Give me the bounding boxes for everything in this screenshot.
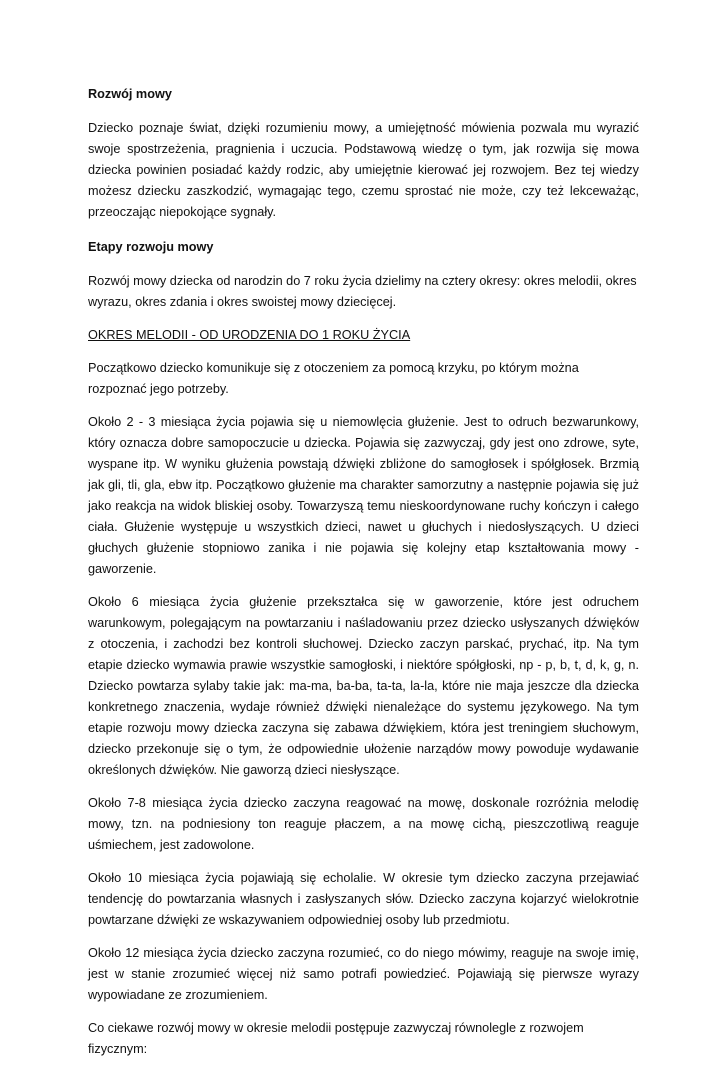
paragraph-crying: Początkowo dziecko komunikuje się z otoczeniem za pomocą krzyku, po którym można rozpoznać jego potrzeby. <box>88 361 579 396</box>
document-title: Rozwój mowy <box>88 87 172 101</box>
intro-paragraph: Dziecko poznaje świat, dzięki rozumieniu mowy, a umiejętność mówienia pozwala mu wyrazić swoje spostrzeżenia, pragnienia i uczucia. Podstawową wiedzę o tym, jak rozwija się mowa dziecka powinien posiadać każdy rodzic, aby umiejętnie kierować jej rozwojem. Bez tej wiedzy możesz dziecku zaszkodzić, wymagając tego, czemu sprostać nie może, czy też lekceważąc, przeoczając niepokojące sygnały. <box>88 121 639 219</box>
period-heading: OKRES MELODII - OD URODZENIA DO 1 ROKU ŻYCIA <box>88 328 411 342</box>
document-page <box>88 84 639 1072</box>
paragraph-cooing: Około 2 - 3 miesiąca życia pojawia się u niemowlęcia głużenie. Jest to odruch bezwarunkowy, który oznacza dobre samopoczucie u dziecka. Pojawia się zazwyczaj, gdy jest ono zdrowe, syte, wyspane itp. W wyniku głużenia powstają dźwięki zbliżone do samogłosek i spółgłosek. Brzmią jak gli, tli, gla, ebw itp. Początkowo głużenie ma charakter samorzutny a następnie pojawia się już jako reakcja na widok bliskiej osoby. Towarzyszą temu nieskoordynowane ruchy kończyn i całego ciała. Głużenie występuje u wszystkich dzieci, nawet u głuchych i niedosłyszących. U dzieci głuchych głużenie stopniowo zanika i nie pojawia się kolejny etap kształtowania mowy - gaworzenie. <box>88 415 639 576</box>
paragraph-babbling: Około 6 miesiąca życia głużenie przekształca się w gaworzenie, które jest odruchem warunkowym, polegającym na powtarzaniu i naśladowaniu przez dziecko usłyszanych dźwięków z otoczenia, i zachodzi bez kontroli słuchowej. Dziecko zaczyn parskać, prychać, itp. Na tym etapie dziecko wymawia prawie wszystkie samogłoski, i niektóre spółgłoski, np - p, b, t, d, k, g, n. Dziecko powtarza sylaby takie jak: ma-ma, ba-ba, ta-ta, la-la, które nie maja jeszcze dla dziecka konkretnego znaczenia, wydaje również dźwięki nienależące do systemu językowego. Na tym etapie rozwoju mowy dziecka zaczyna się zabawa dźwiękiem, która jest treningiem słuchowym, dziecko przekonuje się o tym, że odpowiednie ułożenie narządów mowy powoduje wydawanie określonych dźwięków. Nie gaworzą dzieci niesłyszące. <box>88 595 639 777</box>
stages-intro-paragraph: Rozwój mowy dziecka od narodzin do 7 roku życia dzielimy na cztery okresy: okres melodii, okres wyrazu, okres zdania i okres swoistej mowy dziecięcej. <box>88 274 637 309</box>
paragraph-first-words: Około 12 miesiąca życia dziecko zaczyna rozumieć, co do niego mówimy, reaguje na swoje imię, jest w stanie zrozumieć więcej niż samo potrafi powiedzieć. Pojawiają się pierwsze wyrazy wypowiadane ze zrozumieniem. <box>88 946 639 1002</box>
paragraph-melody-reaction: Około 7-8 miesiąca życia dziecko zaczyna reagować na mowę, doskonale rozróżnia melodię mowy, tzn. na podniesiony ton reaguje płaczem, a na mowę cichą, pieszczotliwą reaguje uśmiechem, jest zadowolone. <box>88 796 639 852</box>
section-heading: Etapy rozwoju mowy <box>88 240 214 254</box>
paragraph-echolalia: Około 10 miesiąca życia pojawiają się echolalie. W okresie tym dziecko zaczyna przejawiać tendencję do powtarzania własnych i zasłyszanych słów. Dziecko zaczyna kojarzyć wielokrotnie powtarzane dźwięki ze wskazywaniem odpowiedniej osoby lub przedmiotu. <box>88 871 639 927</box>
paragraph-physical-development: Co ciekawe rozwój mowy w okresie melodii postępuje zazwyczaj równolegle z rozwojem fizycznym: <box>88 1021 584 1056</box>
